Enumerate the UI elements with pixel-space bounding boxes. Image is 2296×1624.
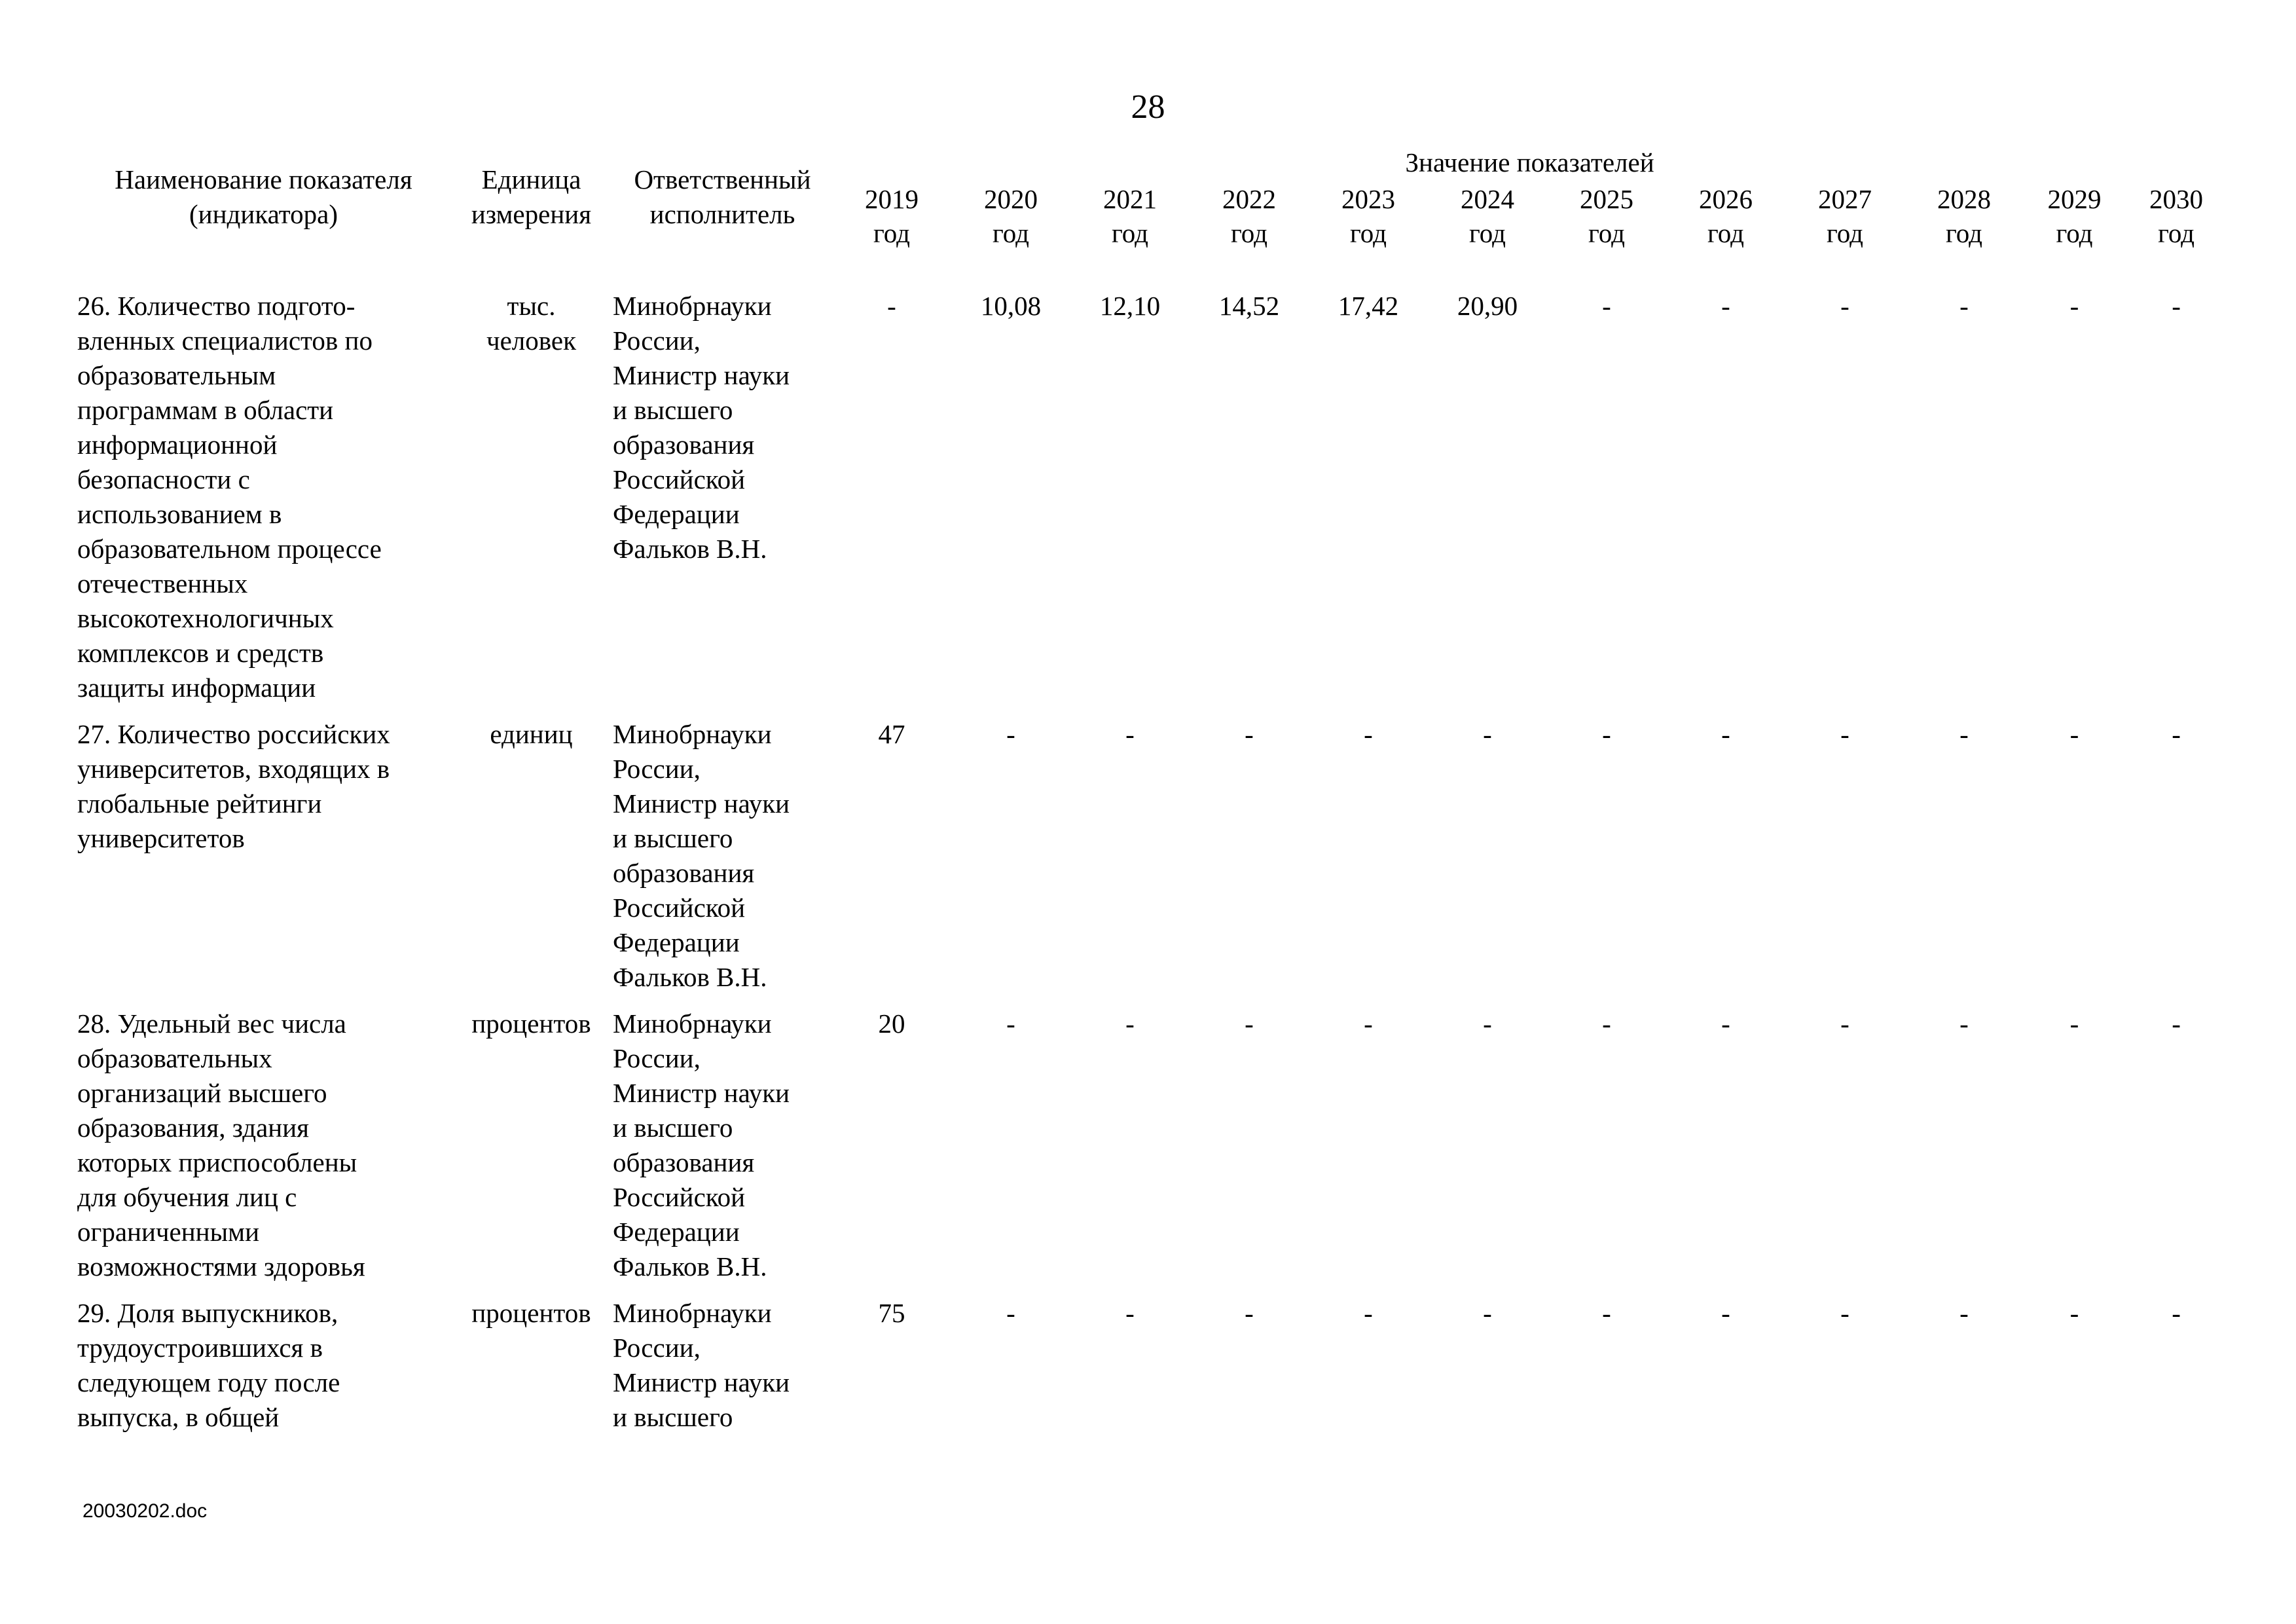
value-cell-2019: 20 [878,1008,905,1039]
header-year-suffix: год [1707,217,1744,248]
value-cell-2019: 75 [878,1298,905,1328]
table-spacer-cell [77,251,2227,289]
header-indicator-name [77,143,450,251]
header-indicator-name-label: Наименование показателя (индикатора) [115,164,412,229]
header-year-2023 [1309,181,1428,251]
unit-cell: тыс. человек [486,291,576,356]
value-cell-2027: - [1840,291,1850,321]
table-row [77,289,2227,717]
value-cell-2026: - [1721,1008,1730,1039]
header-year-number: 2027 [1818,183,1872,214]
executor-cell: Минобрнауки России, Министр науки и высшего образования Российской Федерации Фальков В.Н. [613,719,790,992]
value-cell-2029: - [2069,1298,2079,1328]
value-cell-2022: 14,52 [1218,291,1280,321]
header-year-suffix: год [1112,217,1148,248]
value-cell-2019: - [887,291,896,321]
value-cell-2023: 17,42 [1338,291,1399,321]
value-cell-2021: 12,10 [1099,291,1161,321]
header-year-number: 2028 [1937,183,1991,214]
header-year-suffix: год [1231,217,1267,248]
value-cell-2020: 10,08 [980,291,1042,321]
header-year-suffix: год [1469,217,1506,248]
value-cell-2025: - [1602,719,1611,749]
value-cell-2028: - [1959,291,1969,321]
header-year-number: 2019 [865,183,919,214]
header-year-suffix: год [2056,217,2093,248]
header-year-number: 2022 [1222,183,1276,214]
indicator-name-cell: 29. Доля выпускников, трудоустроившихся в следующем году после выпуска, в общей [77,1298,340,1432]
value-cell-2019: 47 [878,719,905,749]
header-year-number: 2026 [1699,183,1753,214]
executor-cell: Минобрнауки России, Министр науки и высшего [613,1298,790,1432]
header-executor [613,143,832,251]
value-cell-2023: - [1364,1298,1373,1328]
header-year-2021 [1070,181,1190,251]
value-cell-2022: - [1245,1008,1254,1039]
value-cell-2025: - [1602,291,1611,321]
value-cell-2029: - [2069,719,2079,749]
header-year-suffix: год [2158,217,2195,248]
value-cell-2030: - [2172,291,2181,321]
header-year-number: 2025 [1580,183,1633,214]
header-unit [450,143,613,251]
value-cell-2027: - [1840,1298,1850,1328]
indicators-table [77,143,2227,1447]
header-year-2024 [1428,181,1547,251]
header-year-suffix: год [1946,217,1982,248]
header-year-2020 [951,181,1070,251]
value-cell-2023: - [1364,1008,1373,1039]
value-cell-2021: - [1125,1008,1135,1039]
value-cell-2029: - [2069,291,2079,321]
header-year-2025 [1547,181,1666,251]
header-year-2019 [832,181,951,251]
header-values-group-label: Значение показателей [1405,147,1654,177]
header-values-group [832,143,2227,181]
value-cell-2028: - [1959,719,1969,749]
value-cell-2020: - [1006,1008,1015,1039]
header-year-number: 2024 [1461,183,1514,214]
indicator-name-cell: 26. Количество подгото- вленных специалистов по образовательным программам в области информационной безопасности с использованием в образовательном процессе отечественных высокотехнологичных комплексов и средств защиты информации [77,291,382,703]
table-body [77,251,2227,1447]
value-cell-2024: - [1483,1008,1492,1039]
value-cell-2026: - [1721,1298,1730,1328]
header-year-2029 [2024,181,2125,251]
header-year-number: 2020 [984,183,1038,214]
value-cell-2021: - [1125,1298,1135,1328]
executor-cell: Минобрнауки России, Министр науки и высшего образования Российской Федерации Фальков В.Н. [613,1008,790,1282]
header-year-suffix: год [1350,217,1387,248]
value-cell-2029: - [2069,1008,2079,1039]
value-cell-2025: - [1602,1008,1611,1039]
header-year-suffix: год [1827,217,1863,248]
table-spacer-row [77,251,2227,289]
header-year-number: 2023 [1341,183,1395,214]
value-cell-2030: - [2172,719,2181,749]
table-row [77,1296,2227,1447]
header-year-suffix: год [873,217,910,248]
value-cell-2024: - [1483,1298,1492,1328]
unit-cell: процентов [471,1008,591,1039]
value-cell-2020: - [1006,1298,1015,1328]
table-row [77,717,2227,1006]
header-year-number: 2029 [2047,183,2102,214]
unit-cell: единиц [490,719,573,749]
table-header [77,143,2227,251]
value-cell-2027: - [1840,719,1850,749]
header-year-2022 [1190,181,1309,251]
value-cell-2021: - [1125,719,1135,749]
header-year-number: 2030 [2149,183,2204,214]
indicator-name-cell: 27. Количество российских университетов, входящих в глобальные рейтинги университетов [77,719,390,853]
value-cell-2024: - [1483,719,1492,749]
header-year-suffix: год [993,217,1029,248]
executor-cell: Минобрнауки России, Министр науки и высшего образования Российской Федерации Фальков В.Н. [613,291,790,564]
header-unit-label: Единица измерения [471,164,592,229]
footer-filename: 20030202.doc [82,1500,208,1522]
header-year-number: 2021 [1103,183,1157,214]
value-cell-2023: - [1364,719,1373,749]
header-year-2030 [2125,181,2227,251]
value-cell-2026: - [1721,719,1730,749]
header-year-2026 [1666,181,1785,251]
value-cell-2030: - [2172,1008,2181,1039]
value-cell-2028: - [1959,1008,1969,1039]
header-year-suffix: год [1588,217,1625,248]
value-cell-2025: - [1602,1298,1611,1328]
value-cell-2024: 20,90 [1457,291,1518,321]
value-cell-2028: - [1959,1298,1969,1328]
value-cell-2020: - [1006,719,1015,749]
value-cell-2026: - [1721,291,1730,321]
value-cell-2022: - [1245,719,1254,749]
table-row [77,1006,2227,1296]
header-year-2028 [1904,181,2024,251]
value-cell-2022: - [1245,1298,1254,1328]
header-year-2027 [1785,181,1904,251]
value-cell-2030: - [2172,1298,2181,1328]
header-executor-label: Ответственный исполнитель [634,164,811,229]
indicator-name-cell: 28. Удельный вес числа образовательных организаций высшего образования, здания которых приспособлены для обучения лиц с ограниченными возможностями здоровья [77,1008,365,1282]
page-number: 28 [1131,88,1165,126]
unit-cell: процентов [471,1298,591,1328]
value-cell-2027: - [1840,1008,1850,1039]
